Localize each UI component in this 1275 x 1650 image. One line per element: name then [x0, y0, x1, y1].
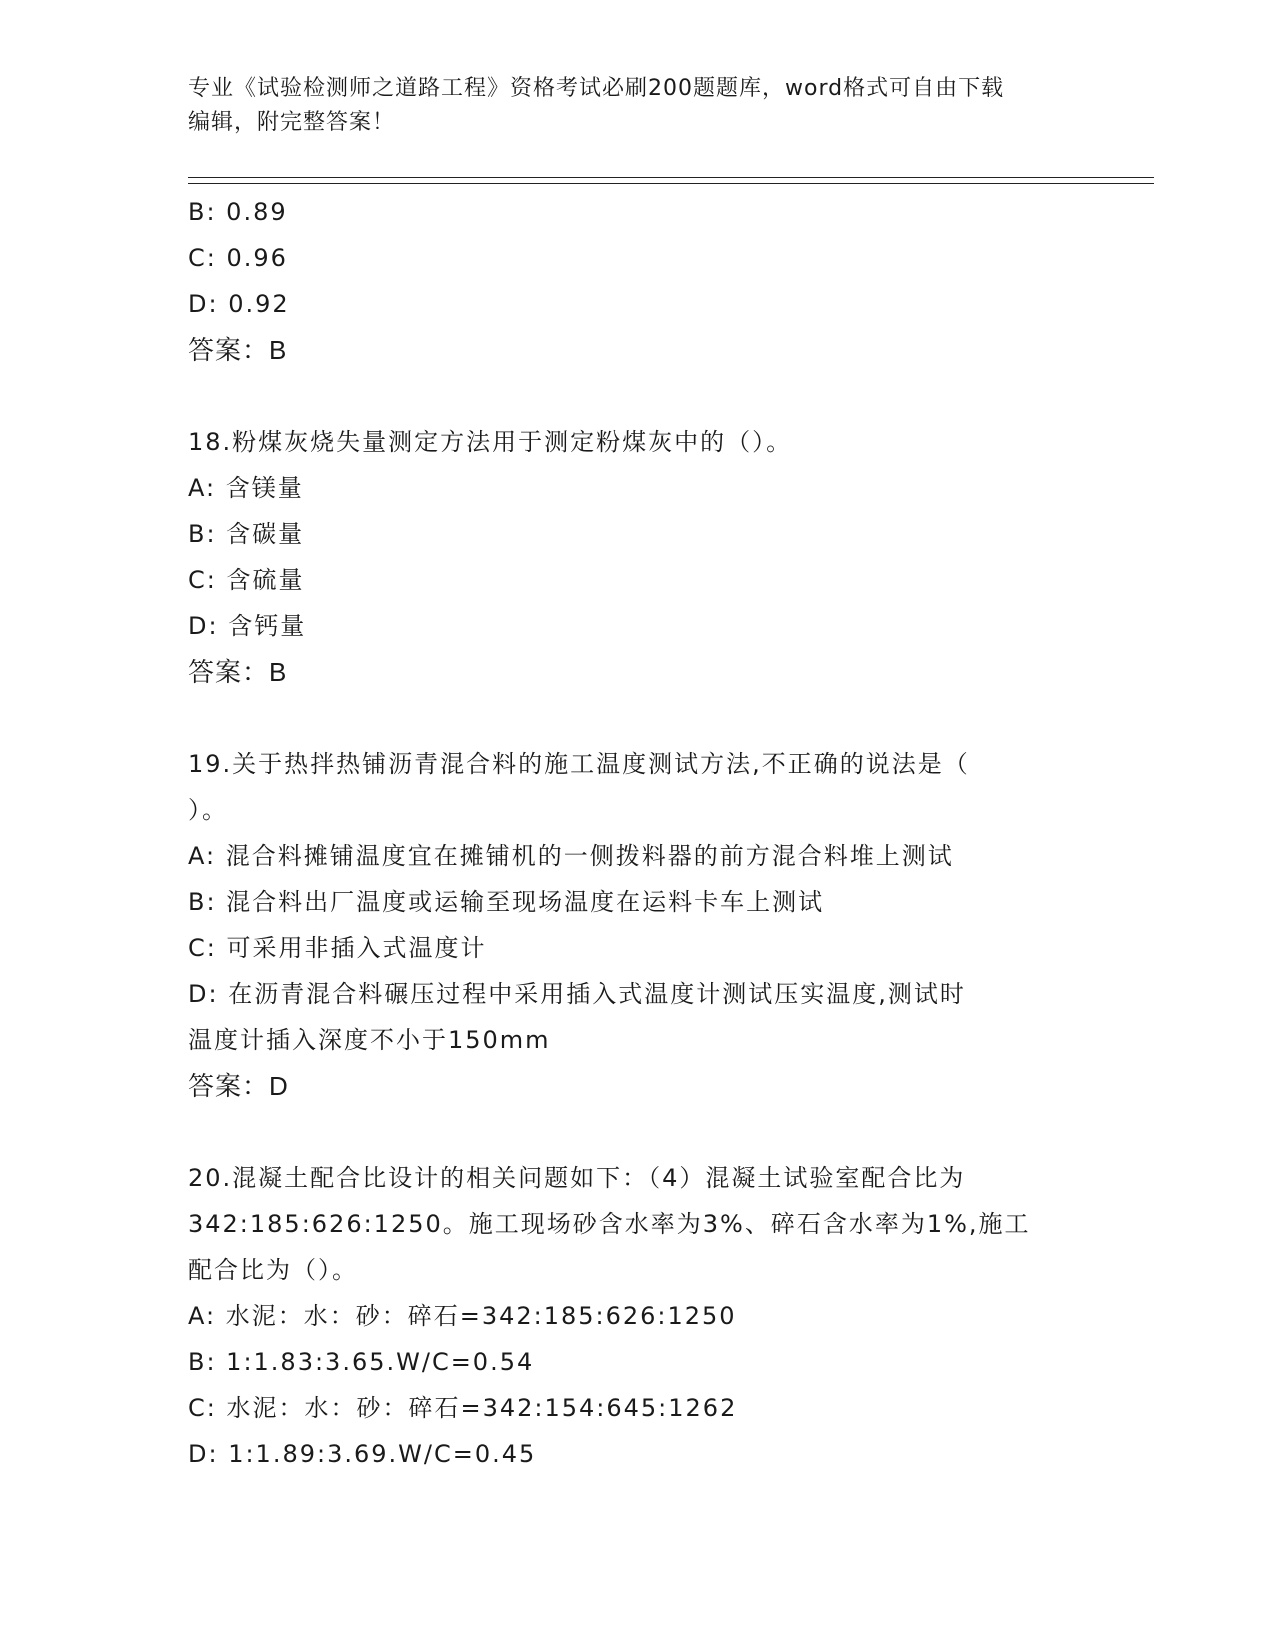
- option-a: A: 含镁量: [188, 474, 304, 502]
- question-19-block: [188, 741, 1088, 1109]
- answer-line: 答案：D: [188, 1071, 289, 1101]
- option-d: D: 含钙量: [188, 612, 307, 640]
- option-d-line-2: 温度计插入深度不小于150mm: [188, 1026, 551, 1054]
- question-18-block: [188, 419, 1088, 695]
- header-divider-bottom: [188, 183, 1154, 184]
- option-d: D: 0.92: [188, 290, 290, 318]
- question-text: 18.粉煤灰烧失量测定方法用于测定粉煤灰中的（）。: [188, 428, 793, 456]
- question-text-line-2: ）。: [188, 796, 228, 824]
- question-20-block: [188, 1155, 1088, 1477]
- option-a: A: 水泥：水：砂：碎石=342:185:626:1250: [188, 1302, 737, 1330]
- document-header: [188, 72, 1078, 140]
- option-b: B: 0.89: [188, 198, 288, 226]
- spacer: [188, 1109, 1088, 1155]
- spacer: [188, 373, 1088, 419]
- question-list: [188, 189, 1088, 1477]
- question-text-line-2: 342:185:626:1250。施工现场砂含水率为3%、碎石含水率为1%,施工: [188, 1210, 1031, 1238]
- option-c: C: 0.96: [188, 244, 288, 272]
- question-text-line-1: 20.混凝土配合比设计的相关问题如下：（4）混凝土试验室配合比为: [188, 1164, 966, 1192]
- header-title-line-2: 编辑，附完整答案！: [188, 110, 396, 135]
- answer-line: 答案：B: [188, 657, 288, 687]
- option-b: B: 混合料出厂温度或运输至现场温度在运料卡车上测试: [188, 888, 825, 916]
- question-text-line-3: 配合比为（）。: [188, 1256, 358, 1284]
- header-divider-top: [188, 177, 1154, 178]
- question-17-block: [188, 189, 1088, 373]
- option-d: D: 1:1.89:3.69.W/C=0.45: [188, 1440, 537, 1468]
- option-c: C: 含硫量: [188, 566, 305, 594]
- question-text-line-1: 19.关于热拌热铺沥青混合料的施工温度测试方法,不正确的说法是（: [188, 750, 970, 778]
- header-title-line-1: 专业《试验检测师之道路工程》资格考试必刷200题题库，word格式可自由下载: [188, 76, 1005, 101]
- spacer: [188, 695, 1088, 741]
- option-c: C: 可采用非插入式温度计: [188, 934, 487, 962]
- option-a: A: 混合料摊铺温度宜在摊铺机的一侧拨料器的前方混合料堆上测试: [188, 842, 954, 870]
- option-b: B: 含碳量: [188, 520, 305, 548]
- option-d-line-1: D: 在沥青混合料碾压过程中采用插入式温度计测试压实温度,测试时: [188, 980, 966, 1008]
- answer-line: 答案：B: [188, 335, 288, 365]
- option-c: C: 水泥：水：砂：碎石=342:154:645:1262: [188, 1394, 738, 1422]
- option-b: B: 1:1.83:3.65.W/C=0.54: [188, 1348, 535, 1376]
